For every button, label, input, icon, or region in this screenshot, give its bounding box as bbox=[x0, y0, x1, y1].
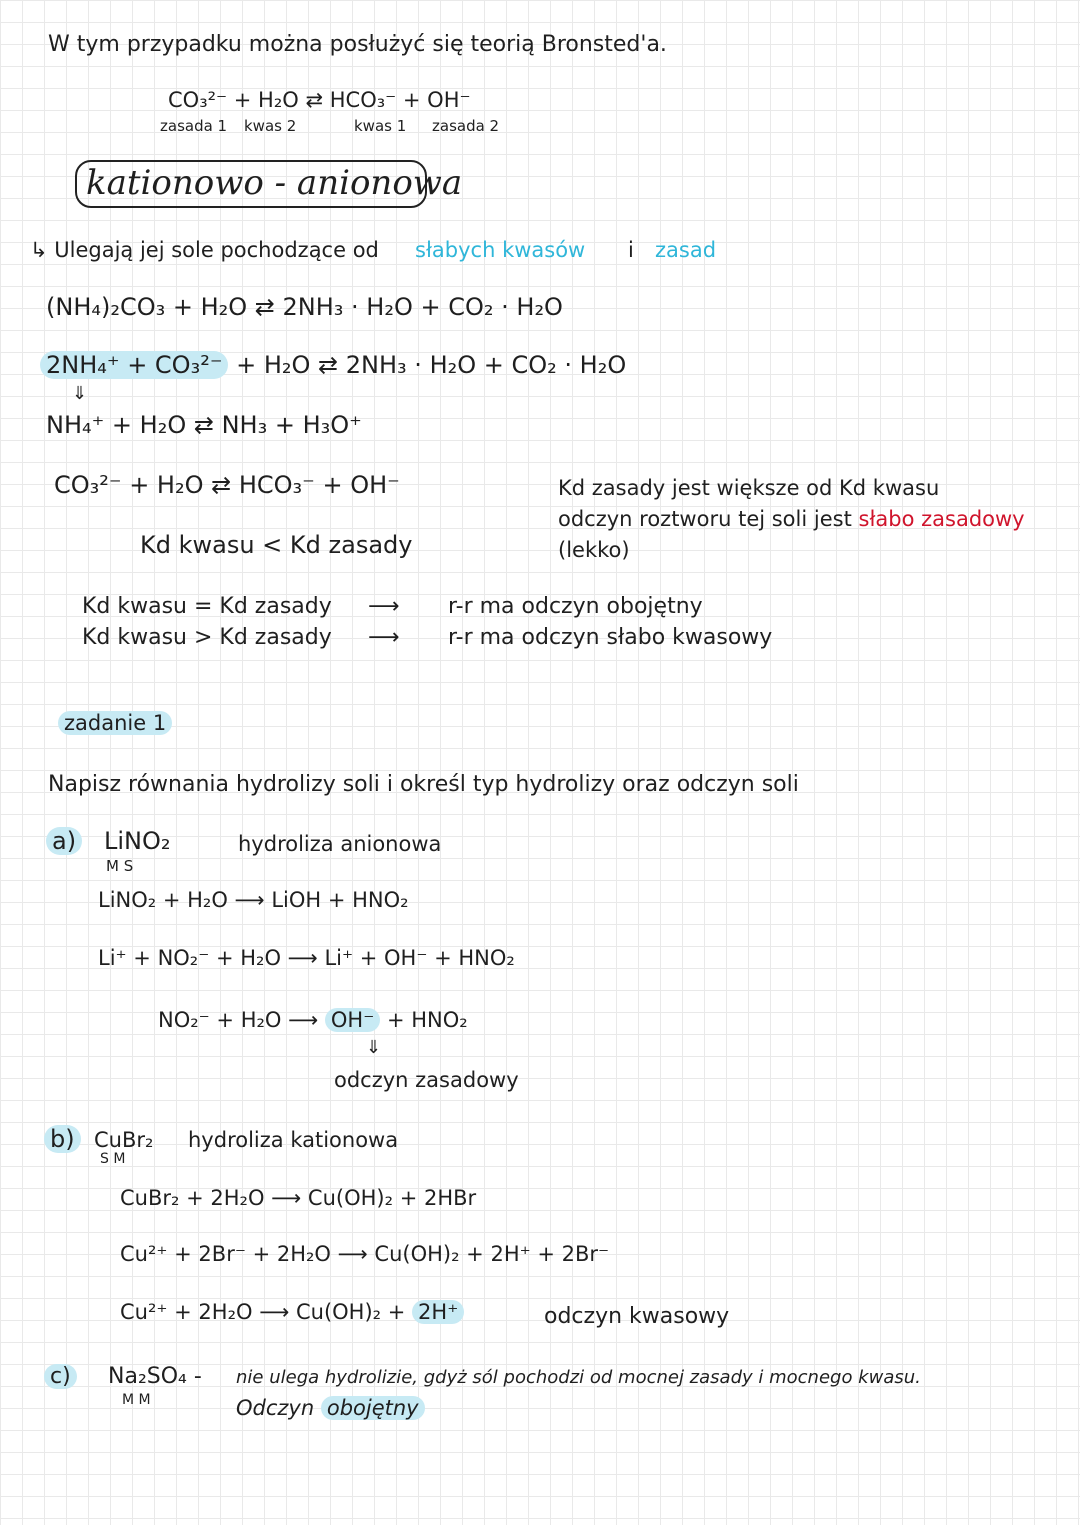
kd-greater-arrow: ⟶ bbox=[368, 625, 400, 650]
bronsted-label-base1: zasada 1 bbox=[160, 117, 228, 135]
part-b-eq3-left: Cu²⁺ + 2H₂O ⟶ Cu(OH)₂ + bbox=[120, 1300, 406, 1324]
equation-2 bbox=[40, 352, 626, 380]
part-b-letter: b) bbox=[44, 1125, 81, 1153]
part-a bbox=[46, 828, 82, 856]
part-b-eq3 bbox=[120, 1300, 464, 1324]
note-line-1: Kd zasady jest większe od Kd kwasu bbox=[558, 476, 940, 500]
equation-2-rest: + H₂O ⇄ 2NH₃ · H₂O + CO₂ · H₂O bbox=[236, 351, 627, 379]
part-c-mm: M M bbox=[122, 1392, 151, 1408]
equation-4: CO₃²⁻ + H₂O ⇄ HCO₃⁻ + OH⁻ bbox=[54, 471, 400, 499]
part-b-eq2: Cu²⁺ + 2Br⁻ + 2H₂O ⟶ Cu(OH)₂ + 2H⁺ + 2Br⁻ bbox=[120, 1242, 610, 1266]
part-b-type: hydroliza kationowa bbox=[188, 1128, 399, 1152]
kd-equal-right: r-r ma odczyn obojętny bbox=[448, 594, 703, 619]
part-a-eq3-left: NO₂⁻ + H₂O ⟶ bbox=[158, 1008, 319, 1032]
down-arrow: ⇓ bbox=[72, 383, 88, 404]
part-b bbox=[44, 1126, 81, 1154]
part-a-type: hydroliza anionowa bbox=[238, 832, 442, 856]
part-a-eq3-oh: OH⁻ bbox=[325, 1008, 380, 1032]
note-line-2-prefix: odczyn roztworu tej soli jest bbox=[558, 507, 852, 531]
part-a-letter: a) bbox=[46, 827, 82, 855]
section-heading: kationowo - anionowa bbox=[86, 163, 463, 203]
task-label bbox=[58, 711, 172, 735]
equation-3: NH₄⁺ + H₂O ⇄ NH₃ + H₃O⁺ bbox=[46, 411, 362, 439]
bronsted-label-acid1: kwas 1 bbox=[354, 117, 407, 135]
note-line-2-red: słabo zasadowy bbox=[858, 507, 1025, 531]
part-a-eq1: LiNO₂ + H₂O ⟶ LiOH + HNO₂ bbox=[98, 888, 409, 912]
part-c-letter: c) bbox=[44, 1364, 77, 1389]
note-line-2 bbox=[558, 507, 1025, 531]
part-a-eq2: Li⁺ + NO₂⁻ + H₂O ⟶ Li⁺ + OH⁻ + HNO₂ bbox=[98, 946, 515, 970]
intro-text: W tym przypadku można posłużyć się teorią Bronsted'a. bbox=[48, 32, 667, 57]
note-line-3: (lekko) bbox=[558, 538, 630, 562]
part-b-eq1: CuBr₂ + 2H₂O ⟶ Cu(OH)₂ + 2HBr bbox=[120, 1186, 477, 1210]
intro2-and: i bbox=[628, 238, 634, 262]
equation-1: (NH₄)₂CO₃ + H₂O ⇄ 2NH₃ · H₂O + CO₂ · H₂O bbox=[46, 293, 563, 321]
kd-greater-left: Kd kwasu > Kd zasady bbox=[82, 625, 332, 650]
part-a-arrow: ⇓ bbox=[366, 1037, 382, 1058]
part-c bbox=[44, 1364, 77, 1389]
part-b-eq3-h: 2H⁺ bbox=[412, 1300, 464, 1324]
intro2-weak-acids: słabych kwasów bbox=[415, 238, 586, 262]
part-a-eq3 bbox=[158, 1008, 468, 1032]
part-a-ms: M S bbox=[106, 857, 134, 875]
part-b-result: odczyn kwasowy bbox=[544, 1304, 730, 1329]
part-a-result: odczyn zasadowy bbox=[334, 1068, 519, 1092]
part-c-result-hl: obojętny bbox=[321, 1396, 425, 1420]
task-label-text: zadanie 1 bbox=[58, 711, 172, 735]
part-c-salt: Na₂SO₄ - bbox=[108, 1364, 202, 1389]
kd-equal-left: Kd kwasu = Kd zasady bbox=[82, 594, 332, 619]
equation-2-highlight: 2NH₄⁺ + CO₃²⁻ bbox=[40, 351, 228, 379]
part-c-result bbox=[236, 1396, 425, 1420]
bronsted-equation: CO₃²⁻ + H₂O ⇄ HCO₃⁻ + OH⁻ bbox=[168, 88, 471, 112]
intro2-prefix: ↳ Ulegają jej sole pochodzące od bbox=[30, 238, 379, 262]
part-c-result-prefix: Odczyn bbox=[236, 1396, 315, 1420]
bronsted-label-base2: zasada 2 bbox=[432, 117, 500, 135]
part-c-text: nie ulega hydrolizie, gdyż sól pochodzi od mocnej zasady i mocnego kwasu. bbox=[236, 1367, 921, 1388]
kd-equal-arrow: ⟶ bbox=[368, 594, 400, 619]
intro2-bases: zasad bbox=[655, 238, 717, 262]
part-a-eq3-right: + HNO₂ bbox=[387, 1008, 468, 1032]
kd-greater-right: r-r ma odczyn słabo kwasowy bbox=[448, 625, 773, 650]
part-b-salt: CuBr₂ bbox=[94, 1128, 154, 1152]
task-instruction: Napisz równania hydrolizy soli i określ typ hydrolizy oraz odczyn soli bbox=[48, 772, 799, 797]
part-a-salt: LiNO₂ bbox=[104, 827, 171, 855]
part-b-sm: S M bbox=[100, 1151, 126, 1167]
bronsted-label-acid2: kwas 2 bbox=[244, 117, 297, 135]
kd-compare: Kd kwasu < Kd zasady bbox=[140, 531, 413, 559]
